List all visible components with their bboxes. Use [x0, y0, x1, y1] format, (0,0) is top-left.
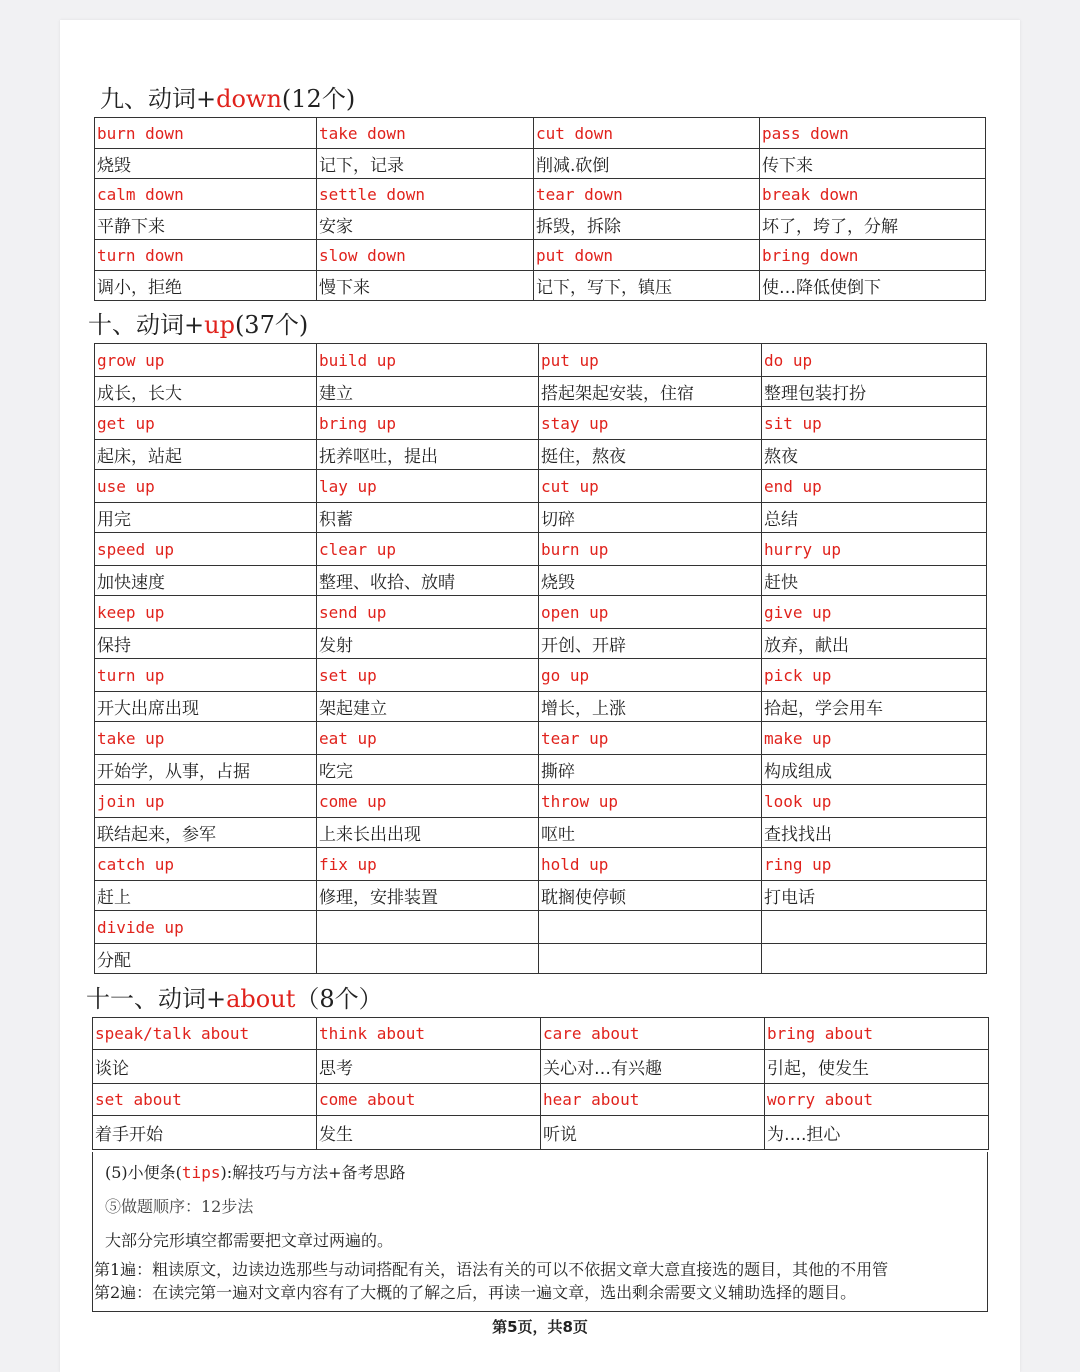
meaning-cell: 用完	[95, 503, 317, 533]
phrase-cell: look up	[762, 785, 987, 818]
phrase-row	[95, 407, 987, 440]
tips-first-pass: 第1遍：粗读原文，边读边选那些与动词搭配有关，语法有关的可以不依据文章大意直接选的题目，其他的不用管	[94, 1260, 889, 1279]
meaning-cell: 烧毁	[539, 566, 762, 596]
meaning-cell: 切碎	[539, 503, 762, 533]
phrase-cell: hear about	[541, 1084, 765, 1116]
section11-heading	[86, 984, 383, 1014]
section11-heading-suffix: （8个）	[295, 985, 383, 1013]
phrase-cell: clear up	[317, 533, 539, 566]
meaning-row	[95, 440, 987, 470]
phrase-cell: think about	[317, 1018, 541, 1050]
meaning-row	[95, 755, 987, 785]
phrase-cell: burn down	[95, 118, 317, 149]
phrase-cell: cut up	[539, 470, 762, 503]
phrase-cell: bring down	[760, 240, 986, 271]
phrase-row	[95, 344, 987, 377]
phrase-cell: throw up	[539, 785, 762, 818]
phrase-cell: put down	[534, 240, 760, 271]
meaning-cell: 为….担心	[765, 1116, 989, 1150]
meaning-row	[95, 210, 986, 240]
meaning-cell: 整理包装打扮	[762, 377, 987, 407]
phrase-cell: care about	[541, 1018, 765, 1050]
phrase-cell: turn down	[95, 240, 317, 271]
section10-table	[94, 343, 987, 974]
phrase-cell: pass down	[760, 118, 986, 149]
meaning-cell: 起床，站起	[95, 440, 317, 470]
meaning-row	[95, 503, 987, 533]
meaning-cell: 查找找出	[762, 818, 987, 848]
meaning-cell: 保持	[95, 629, 317, 659]
meaning-cell: 放弃，献出	[762, 629, 987, 659]
phrase-cell: grow up	[95, 344, 317, 377]
phrase-cell: calm down	[95, 179, 317, 210]
phrase-cell: end up	[762, 470, 987, 503]
tips-two-passes: 大部分完形填空都需要把文章过两遍的。	[105, 1231, 394, 1250]
phrase-row	[95, 179, 986, 210]
section9-heading	[100, 84, 355, 114]
phrase-cell: put up	[539, 344, 762, 377]
phrase-cell: make up	[762, 722, 987, 755]
meaning-cell: 加快速度	[95, 566, 317, 596]
phrase-cell: do up	[762, 344, 987, 377]
phrase-cell	[762, 911, 987, 944]
meaning-cell: 开大出席出现	[95, 692, 317, 722]
tips-title	[105, 1160, 406, 1183]
phrase-cell: turn up	[95, 659, 317, 692]
tips-title-keyword: tips	[181, 1163, 221, 1182]
phrase-cell: divide up	[95, 911, 317, 944]
meaning-cell: 建立	[317, 377, 539, 407]
section10-heading-prefix: 十、动词+	[88, 311, 205, 339]
phrase-cell: speed up	[95, 533, 317, 566]
meaning-cell: 赶快	[762, 566, 987, 596]
meaning-cell: 安家	[317, 210, 534, 240]
phrase-row	[95, 848, 987, 881]
meaning-cell: 总结	[762, 503, 987, 533]
meaning-cell: 撕碎	[539, 755, 762, 785]
meaning-cell: 分配	[95, 944, 317, 974]
meaning-cell: 上来长出出现	[317, 818, 539, 848]
phrase-row	[95, 240, 986, 271]
phrase-row	[95, 470, 987, 503]
section11-heading-keyword: about	[226, 985, 296, 1013]
phrase-row	[95, 596, 987, 629]
meaning-cell: 吃完	[317, 755, 539, 785]
meaning-cell: 拆毁，拆除	[534, 210, 760, 240]
meaning-row	[95, 271, 986, 301]
meaning-row	[95, 566, 987, 596]
phrase-row	[95, 659, 987, 692]
meaning-cell: 积蓄	[317, 503, 539, 533]
meaning-cell: 发射	[317, 629, 539, 659]
section11-table	[92, 1017, 989, 1150]
meaning-cell: 架起建立	[317, 692, 539, 722]
meaning-row	[95, 629, 987, 659]
meaning-cell: 使…降低使倒下	[760, 271, 986, 301]
phrase-cell: send up	[317, 596, 539, 629]
phrase-cell: bring up	[317, 407, 539, 440]
meaning-cell: 耽搁使停顿	[539, 881, 762, 911]
phrase-cell	[317, 911, 539, 944]
meaning-cell: 拾起，学会用车	[762, 692, 987, 722]
tips-box	[92, 1152, 988, 1312]
meaning-cell: 削减.砍倒	[534, 149, 760, 179]
phrase-row	[93, 1084, 989, 1116]
phrase-cell: sit up	[762, 407, 987, 440]
phrase-row	[95, 533, 987, 566]
section10-heading-keyword: up	[204, 311, 235, 339]
phrase-cell: pick up	[762, 659, 987, 692]
phrase-cell: stay up	[539, 407, 762, 440]
meaning-cell: 谈论	[93, 1050, 317, 1084]
meaning-row	[95, 944, 987, 974]
section10-heading	[88, 310, 308, 340]
meaning-cell: 传下来	[760, 149, 986, 179]
meaning-cell: 构成组成	[762, 755, 987, 785]
meaning-cell: 慢下来	[317, 271, 534, 301]
phrase-cell: tear up	[539, 722, 762, 755]
phrase-cell: tear down	[534, 179, 760, 210]
phrase-cell: get up	[95, 407, 317, 440]
section9-heading-suffix: (12个)	[281, 85, 356, 113]
meaning-cell: 赶上	[95, 881, 317, 911]
tips-title-prefix: (5)小便条(	[105, 1163, 182, 1182]
phrase-cell: speak/talk about	[93, 1018, 317, 1050]
section10-heading-suffix: (37个)	[234, 311, 309, 339]
phrase-row	[93, 1018, 989, 1050]
phrase-cell: set about	[93, 1084, 317, 1116]
phrase-cell: catch up	[95, 848, 317, 881]
phrase-row	[95, 785, 987, 818]
phrase-cell: build up	[317, 344, 539, 377]
meaning-cell: 调小，拒绝	[95, 271, 317, 301]
page-footer: 第5页，共8页	[492, 1318, 588, 1336]
meaning-cell: 修理，安排装置	[317, 881, 539, 911]
tips-title-suffix: ):解技巧与方法+备考思路	[220, 1163, 406, 1182]
meaning-cell: 开始学，从事，占据	[95, 755, 317, 785]
phrase-cell: hurry up	[762, 533, 987, 566]
meaning-cell: 坏了，垮了，分解	[760, 210, 986, 240]
tips-step-order: ⑤做题顺序：12步法	[105, 1197, 254, 1216]
phrase-cell: use up	[95, 470, 317, 503]
phrase-cell: come about	[317, 1084, 541, 1116]
meaning-row	[95, 692, 987, 722]
phrase-row	[95, 118, 986, 149]
meaning-cell: 成长，长大	[95, 377, 317, 407]
phrase-cell: go up	[539, 659, 762, 692]
meaning-cell: 增长，上涨	[539, 692, 762, 722]
meaning-cell: 抚养呕吐，提出	[317, 440, 539, 470]
meaning-cell: 关心对…有兴趣	[541, 1050, 765, 1084]
meaning-cell: 思考	[317, 1050, 541, 1084]
phrase-cell: fix up	[317, 848, 539, 881]
meaning-row	[93, 1050, 989, 1084]
meaning-cell: 着手开始	[93, 1116, 317, 1150]
phrase-cell: set up	[317, 659, 539, 692]
phrase-cell: open up	[539, 596, 762, 629]
meaning-cell: 平静下来	[95, 210, 317, 240]
phrase-cell: give up	[762, 596, 987, 629]
phrase-row	[95, 722, 987, 755]
phrase-cell: eat up	[317, 722, 539, 755]
phrase-cell: take down	[317, 118, 534, 149]
phrase-cell: hold up	[539, 848, 762, 881]
meaning-row	[95, 881, 987, 911]
phrase-cell	[539, 911, 762, 944]
phrase-cell: slow down	[317, 240, 534, 271]
meaning-cell: 引起，使发生	[765, 1050, 989, 1084]
phrase-cell: lay up	[317, 470, 539, 503]
meaning-cell: 熬夜	[762, 440, 987, 470]
phrase-cell: bring about	[765, 1018, 989, 1050]
meaning-cell: 整理、收拾、放晴	[317, 566, 539, 596]
phrase-cell: break down	[760, 179, 986, 210]
phrase-cell: cut down	[534, 118, 760, 149]
phrase-row	[95, 911, 987, 944]
meaning-cell: 呕吐	[539, 818, 762, 848]
phrase-cell: burn up	[539, 533, 762, 566]
phrase-cell: take up	[95, 722, 317, 755]
phrase-cell: worry about	[765, 1084, 989, 1116]
tips-second-pass: 第2遍：在读完第一遍对文章内容有了大概的了解之后，再读一遍文章，选出剩余需要文义辅助选择的题目。	[94, 1283, 857, 1302]
meaning-row	[95, 149, 986, 179]
meaning-cell	[539, 944, 762, 974]
meaning-row	[95, 377, 987, 407]
phrase-cell: settle down	[317, 179, 534, 210]
meaning-cell: 烧毁	[95, 149, 317, 179]
section9-heading-keyword: down	[216, 85, 282, 113]
meaning-cell: 联结起来，参军	[95, 818, 317, 848]
phrase-cell: keep up	[95, 596, 317, 629]
phrase-cell: come up	[317, 785, 539, 818]
meaning-cell: 挺住，熬夜	[539, 440, 762, 470]
meaning-cell: 搭起架起安装，住宿	[539, 377, 762, 407]
meaning-row	[95, 818, 987, 848]
meaning-cell: 开创、开辟	[539, 629, 762, 659]
phrase-cell: ring up	[762, 848, 987, 881]
meaning-cell	[762, 944, 987, 974]
section9-table	[94, 117, 986, 301]
meaning-cell: 打电话	[762, 881, 987, 911]
meaning-cell: 记下，记录	[317, 149, 534, 179]
meaning-cell	[317, 944, 539, 974]
meaning-cell: 发生	[317, 1116, 541, 1150]
phrase-cell: join up	[95, 785, 317, 818]
meaning-cell: 记下，写下，镇压	[534, 271, 760, 301]
meaning-cell: 听说	[541, 1116, 765, 1150]
meaning-row	[93, 1116, 989, 1150]
section11-heading-prefix: 十一、动词+	[86, 985, 227, 1013]
section9-heading-prefix: 九、动词+	[100, 85, 217, 113]
